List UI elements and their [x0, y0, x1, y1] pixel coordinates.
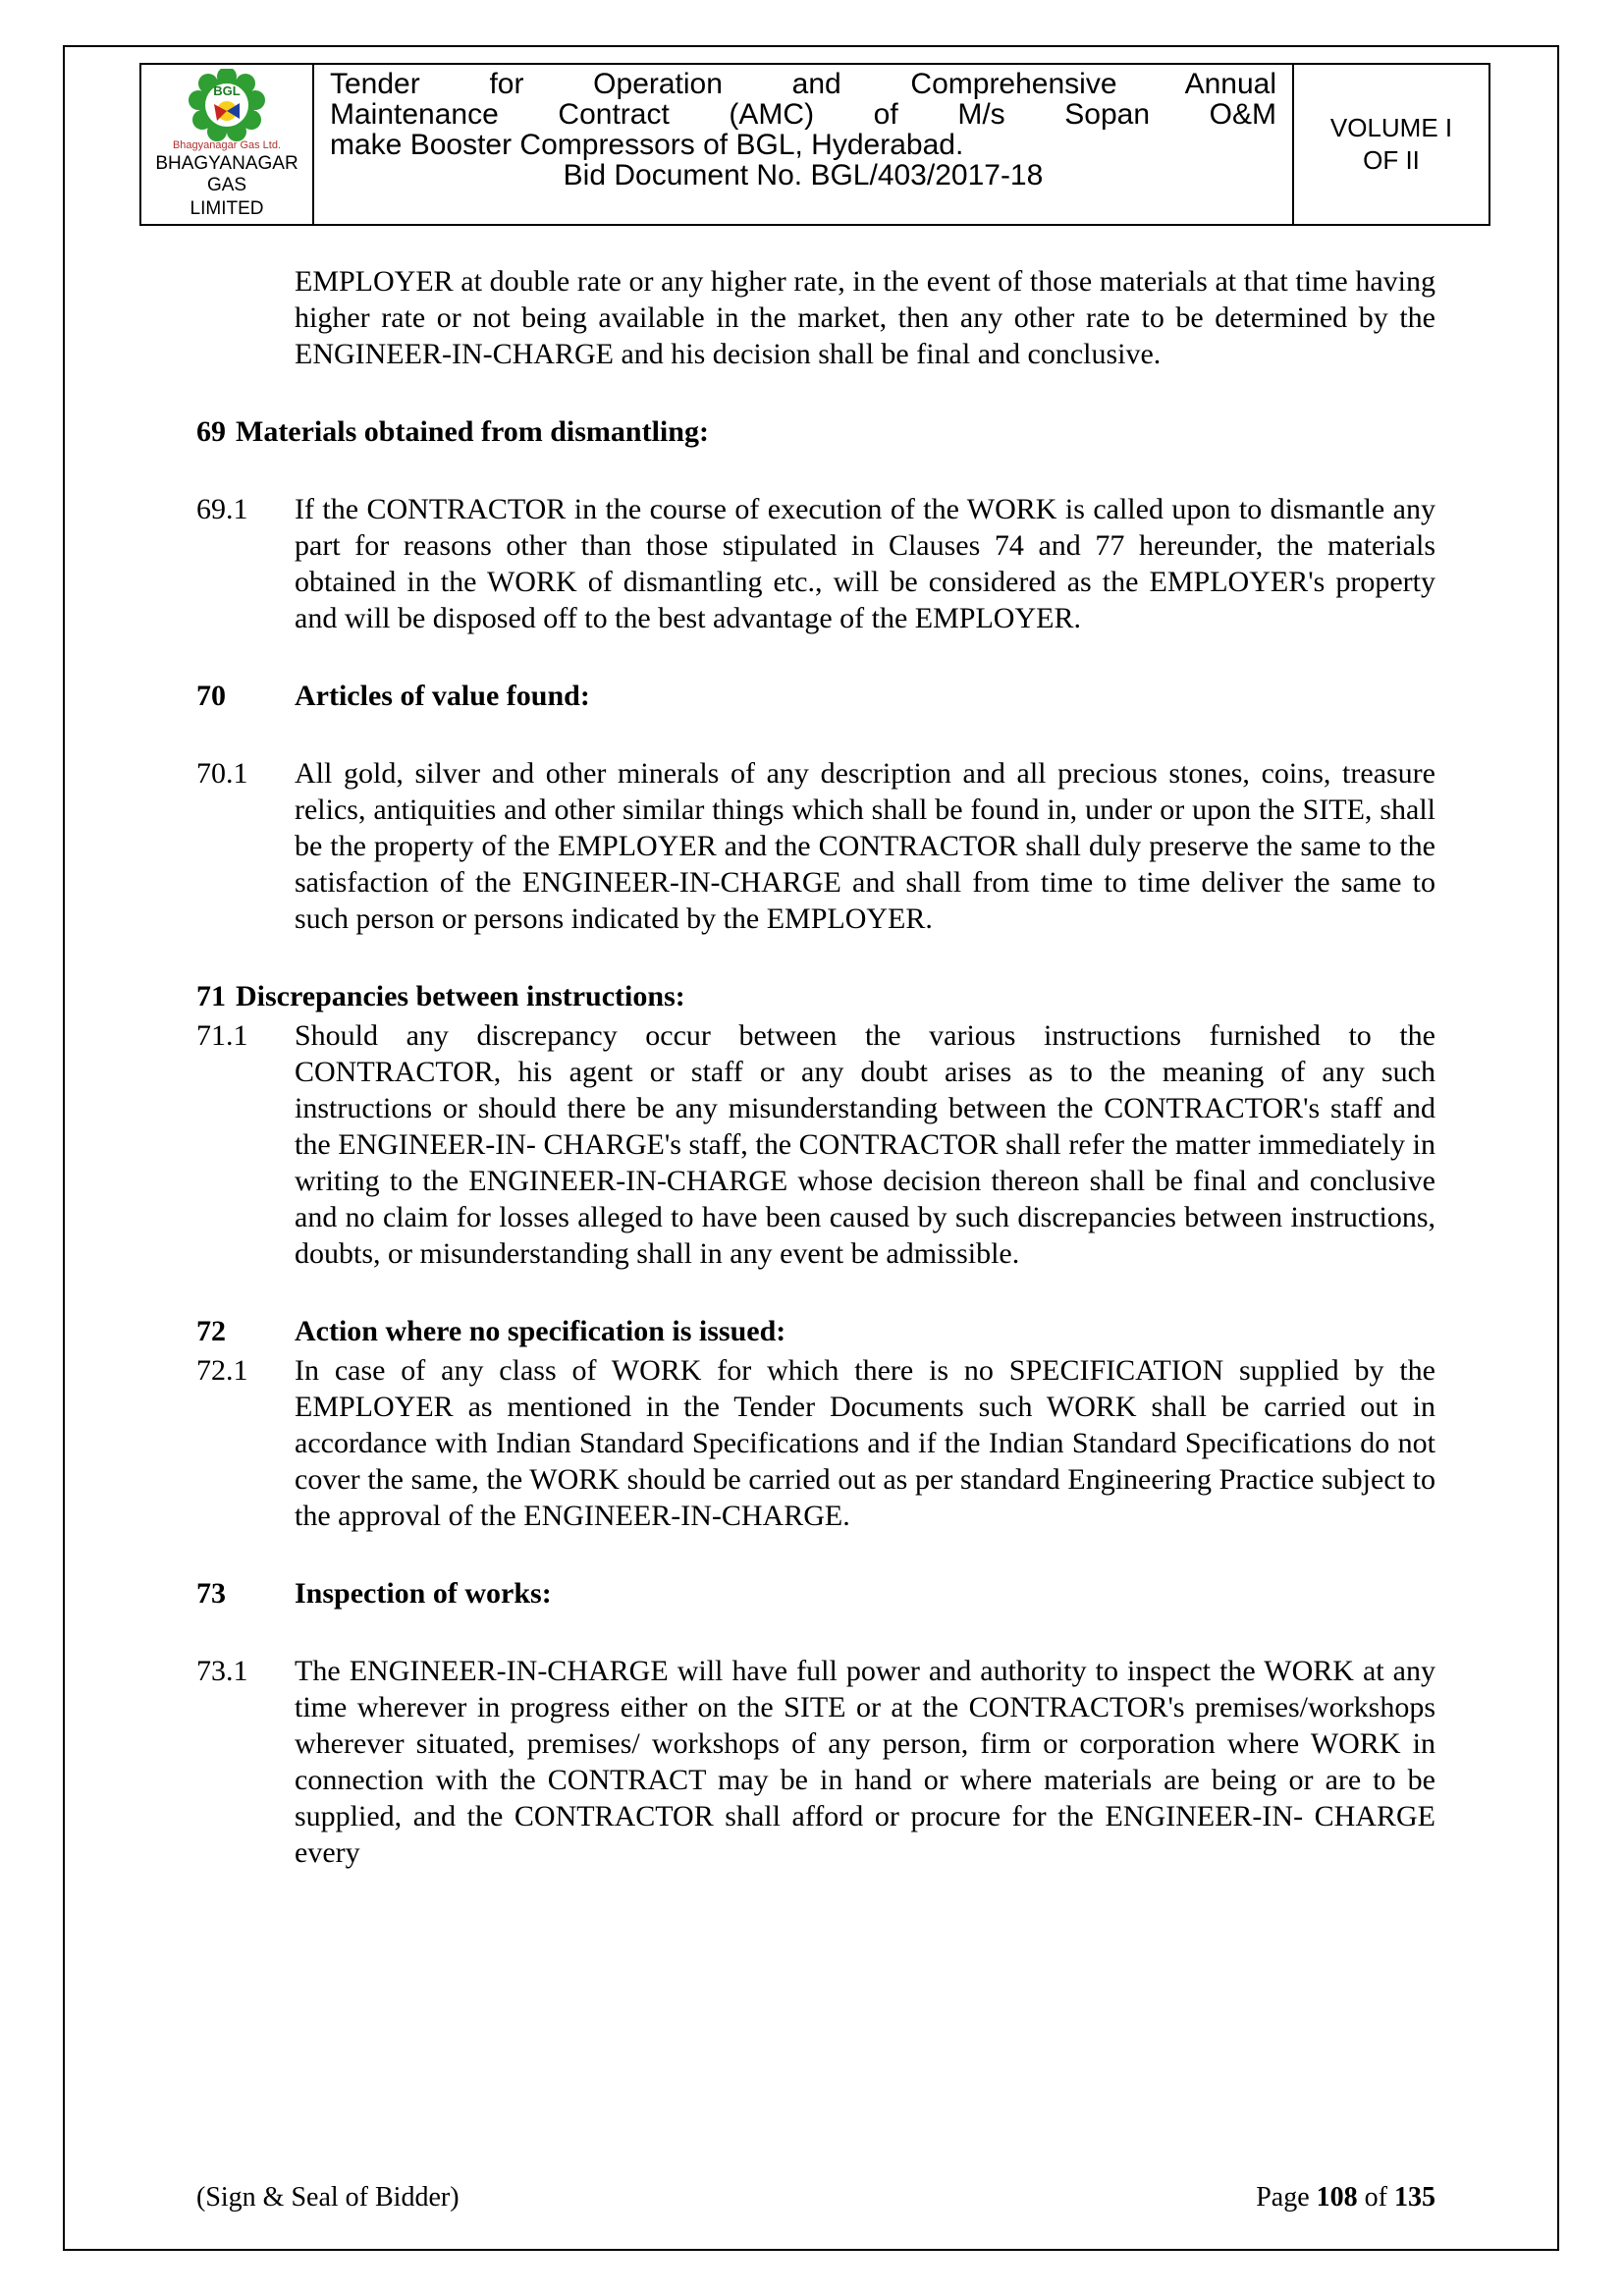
section-title: Inspection of works: — [295, 1577, 552, 1610]
tender-title-line: Tender for Operation and Comprehensive Annual — [330, 68, 1276, 100]
clause-text: All gold, silver and other minerals of any description and all precious stones, coins, treasure relics, antiquities and other similar things which shall be found in, under or upon the SITE, shall be the property of the EMPLOYER and the CONTRACTOR shall duly preserve the same to the satisfaction of the ENGINEER-IN-CHARGE and shall from time to time deliver the same to such person or persons indicated by the EMPLOYER. — [295, 757, 1435, 935]
page-number-label — [1256, 2182, 1435, 2214]
company-name-line2: LIMITED — [189, 197, 264, 219]
clause-text: If the CONTRACTOR in the course of execution of the WORK is called upon to dismantle any part for reasons other than those stipulated in Clauses 74 and 77 hereunder, the materials obtained in the WORK of dismantling etc., will be considered as the EMPLOYER's property and will be disposed off to the best advantage of the EMPLOYER. — [295, 493, 1435, 634]
clause-number: 71.1 — [196, 1019, 248, 1052]
clause-70-1 — [196, 755, 1435, 937]
document-header — [139, 63, 1490, 226]
clause-number: 72.1 — [196, 1354, 248, 1387]
tender-title-line: Maintenance Contract (AMC) of M/s Sopan O&M — [330, 98, 1276, 131]
section-heading-71 — [196, 978, 1435, 1014]
page-total: 135 — [1394, 2182, 1435, 2213]
section-number: 73 — [196, 1577, 226, 1610]
of-word: of — [1364, 2182, 1387, 2213]
clause-text: The ENGINEER-IN-CHARGE will have full power and authority to inspect the WORK at any time wherever in progress either on the SITE or at the CONTRACTOR's premises/workshops wherever situated, premises/ workshops of any person, firm or corporation where WORK in connection with the CONTRACT may be in hand or where materials are being or are to be supplied, and the CONTRACTOR shall afford or procure for the ENGINEER-IN- CHARGE every — [295, 1655, 1435, 1869]
section-title: Materials obtained from dismantling: — [236, 415, 709, 448]
logo-monogram: BGL — [213, 83, 241, 98]
section-heading-73 — [196, 1575, 1435, 1612]
continuation-paragraph — [196, 263, 1435, 372]
clause-73-1 — [196, 1653, 1435, 1871]
section-heading-70 — [196, 678, 1435, 714]
page-word: Page — [1256, 2182, 1310, 2213]
section-number: 71 — [196, 980, 226, 1012]
tender-title-line: make Booster Compressors of BGL, Hyderabad. — [330, 129, 964, 161]
sign-seal-label: (Sign & Seal of Bidder) — [196, 2182, 460, 2213]
clause-number: 73.1 — [196, 1655, 248, 1687]
bgl-logo-icon — [185, 69, 269, 141]
clause-text: EMPLOYER at double rate or any higher rate, in the event of those materials at that time having higher rate or not being available in the market, then any other rate to be determined by the ENGINEER-IN-CHARGE and his decision shall be final and conclusive. — [295, 265, 1435, 370]
section-title: Discrepancies between instructions: — [236, 980, 685, 1012]
section-heading-69 — [196, 413, 1435, 450]
page-number: 108 — [1316, 2182, 1358, 2213]
volume-label — [1294, 65, 1489, 224]
company-logo — [141, 65, 314, 224]
clause-69-1 — [196, 491, 1435, 636]
clause-number: 69.1 — [196, 493, 248, 525]
volume-line1: VOLUME I — [1329, 113, 1453, 143]
section-number: 72 — [196, 1315, 226, 1347]
section-number: 69 — [196, 415, 226, 448]
clause-number: 70.1 — [196, 757, 248, 790]
clause-71-1 — [196, 1017, 1435, 1272]
section-title: Articles of value found: — [295, 680, 590, 712]
volume-line2: OF II — [1363, 144, 1420, 175]
clause-number-spacer — [196, 263, 295, 372]
tender-title-cell — [314, 65, 1294, 224]
clause-72-1 — [196, 1352, 1435, 1534]
company-name-line1: BHAGYANAGAR GAS — [155, 153, 298, 195]
logo-caption: Bhagyanagar Gas Ltd. — [172, 139, 282, 151]
section-number: 70 — [196, 680, 226, 712]
document-body — [196, 263, 1435, 1871]
section-heading-72 — [196, 1313, 1435, 1349]
clause-text: In case of any class of WORK for which there is no SPECIFICATION supplied by the EMPLOYER as mentioned in the Tender Documents such WORK shall be carried out in accordance with Indian Standard Specifications and if the Indian Standard Specifications do not cover the same, the WORK should be carried out as per standard Engineering Practice subject to the approval of the ENGINEER-IN-CHARGE. — [295, 1354, 1435, 1532]
page-footer — [196, 2182, 1435, 2214]
clause-text: Should any discrepancy occur between the various instructions furnished to the CONTRACTOR, his agent or staff or any doubt arises as to the meaning of any such instructions or should there be any misunderstanding between the CONTRACTOR's staff and the ENGINEER-IN- CHARGE's staff, the CONTRACTOR shall refer the matter immediately in writing to the ENGINEER-IN-CHARGE whose decision thereon shall be final and conclusive and no claim for losses alleged to have been caused by such discrepancies between instructions, doubts, or misunderstanding shall in any event be admissible. — [295, 1019, 1435, 1270]
bid-document-number: Bid Document No. BGL/403/2017-18 — [563, 159, 1044, 191]
section-title: Action where no specification is issued: — [295, 1315, 786, 1347]
